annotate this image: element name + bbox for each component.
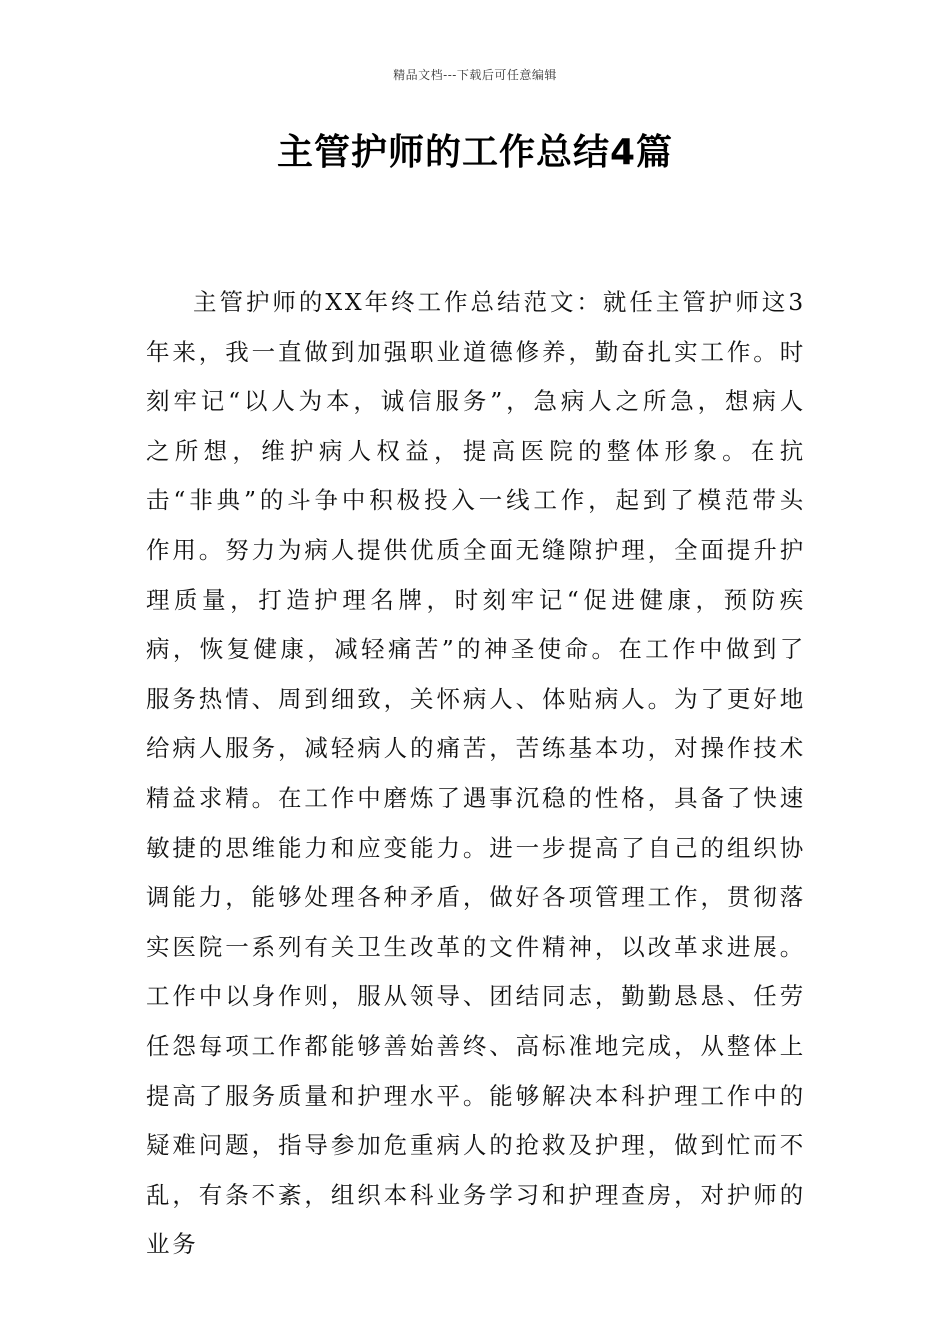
body-paragraph: 主管护师的XX年终工作总结范文：就任主管护师这3年来，我一直做到加强职业道德修养，勤奋扎实工作。时刻牢记“以人为本，诚信服务”，急病人之所急，想病人之所想，维护病人权益，提高医院的整体形象。在抗击“非典”的斗争中积极投入一线工作，起到了模范带头作用。努力为病人提供优质全面无缝隙护理，全面提升护理质量，打造护理名牌，时刻牢记“促进健康，预防疾病，恢复健康，减轻痛苦”的神圣使命。在工作中做到了服务热情、周到细致，关怀病人、体贴病人。为了更好地给病人服务，减轻病人的痛苦，苦练基本功，对操作技术精益求精。在工作中磨炼了遇事沉稳的性格，具备了快速敏捷的思维能力和应变能力。进一步提高了自己的组织协调能力，能够处理各种矛盾，做好各项管理工作，贯彻落实医院一系列有关卫生改革的文件精神，以改革求进展。工作中以身作则，服从领导、团结同志，勤勤恳恳、任劳任怨每项工作都能够善始善终、高标准地完成，从整体上提高了服务质量和护理水平。能够解决本科护理工作中的疑难问题，指导参加危重病人的抢救及护理，做到忙而不乱，有条不紊，组织本科业务学习和护理查房，对护师的业务 (146, 288, 806, 1259)
document-title: 主管护师的工作总结4篇 (276, 132, 674, 173)
header-note: 精品文档---下载后可任意编辑 (393, 68, 557, 82)
